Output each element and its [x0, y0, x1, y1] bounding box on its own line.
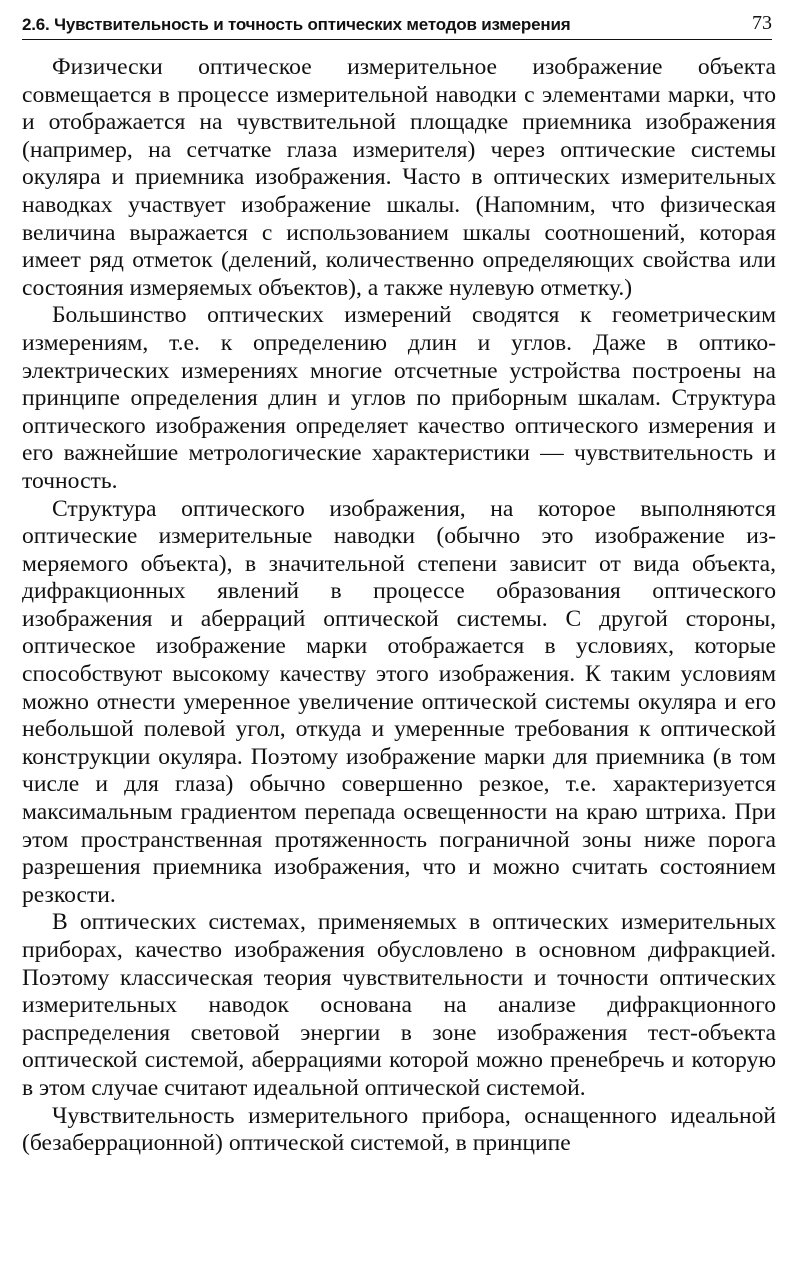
body-text — [22, 54, 776, 1158]
paragraph-5: Чувствительность измерительного прибора, оснащенного идеальной (безаберрационной) оптической системой, в принципе — [22, 1102, 776, 1157]
paragraph-4: В оптических системах, применяемых в оптических измерительных приборах, качество изображения обусловлено в основном дифракцией. Поэтому классическая теория чувствительности и точности оптических измерительных наводок основана на анализе дифракционного распределения световой энергии в зоне изображения тест-объекта оптической системой, аберрациями которой можно пренебречь и которую в этом случае считают идеальной оптической системой. — [22, 909, 776, 1101]
running-header — [22, 10, 772, 40]
paragraph-1: Физически оптическое измерительное изображение объекта совмещается в процессе измерительной наводки с элементами марки, что и отображается на чувствительной площадке приемника изображения (например, на сетчатке глаза измерителя) через оптические системы окуляра и приемника изображения. Часто в оптических измерительных наводках участвует изображение шкалы. (Напомним, что физическая величина выражается с использованием шкалы соотношений, которая имеет ряд отметок (делений, количественно определяющих свойства или состояния измеряемых объектов), а также нулевую отметку.) — [22, 54, 776, 301]
paragraph-2: Большинство оптических измерений сводятся к геометрическим измерениям, т.е. к определению длин и углов. Даже в оптикоэлектрических измерениях многие отсчетные устройства построены на принципе определения длин и углов по приборным шкалам. Структура оптического изображения определяет качество оптического измерения и его важнейшие метрологические характеристики — чувствительность и точность. — [22, 302, 776, 494]
section-title: 2.6. Чувствительность и точность оптических методов измерения — [22, 15, 571, 34]
page-number: 73 — [752, 12, 772, 34]
paragraph-3: Структура оптического изображения, на которое выполняются оптические измерительные наводки (обычно это изображение измеряемого объекта), в значительной степени зависит от вида объекта, дифракционных явлений в процессе образования оптического изображения и аберраций оптической системы. С другой стороны, оптическое изображение марки отображается в условиях, которые способствуют высокому качеству этого изображения. К таким условиям можно отнести умеренное увеличение оптической системы окуляра и его небольшой полевой угол, откуда и умеренные требования к оптической конструкции окуляра. Поэтому изображение марки для приемника (в том числе и для глаза) обычно совершенно резкое, т.е. характеризуется максимальным градиентом перепада освещенности на краю штриха. При этом пространственная протяженность пограничной зоны ниже порога разрешения приемника изображения, что и можно считать состоянием резкости. — [22, 495, 776, 908]
